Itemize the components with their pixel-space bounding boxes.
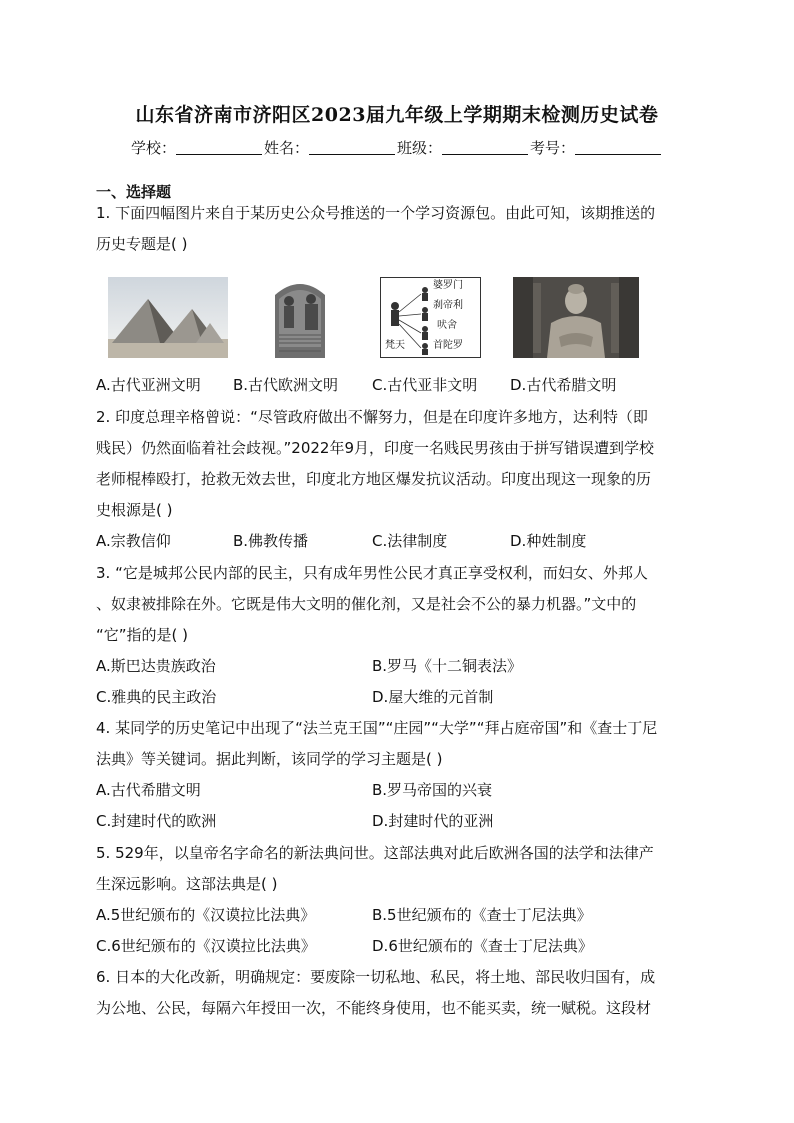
q3-option-a[interactable]: A.斯巴达贵族政治 [96,657,216,675]
page-title: 山东省济南市济阳区2023届九年级上学期期末检测历史试卷 [135,104,659,126]
name-label: 姓名： [263,139,309,157]
q6-line2: 为公地、公民，每隔六年授田一次，不能终身使用，也不能买卖，统一赋税。这段材 [96,999,652,1017]
q3-line3: “它”指的是( ) [96,626,189,644]
q5-line2: 生深远影响。这部法典是( ) [96,875,278,893]
q5-option-c[interactable]: C.6世纪颁布的《汉谟拉比法典》 [96,937,316,955]
q2-line1: 2. 印度总理辛格曾说：“尽管政府做出不懈努力，但是在印度许多地方，达利特（即 [96,408,648,426]
q4-line1: 4. 某同学的历史笔记中出现了“法兰克王国”“庄园”“大学”“拜占庭帝国”和《查士丁尼 [96,719,658,737]
q2-option-d[interactable]: D.种姓制度 [510,532,587,550]
q5-option-d[interactable]: D.6世纪颁布的《查士丁尼法典》 [372,937,593,955]
class-blank[interactable] [442,140,528,155]
q3-option-c[interactable]: C.雅典的民主政治 [96,688,217,706]
exam-no-blank[interactable] [575,140,661,155]
q4-option-a[interactable]: A.古代希腊文明 [96,781,201,799]
q2-option-b[interactable]: B.佛教传播 [233,532,309,550]
section-heading: 一、选择题 [96,183,172,201]
buddha-statue-image [513,277,639,358]
caste-label-vaishya: 吠舍 [437,320,457,331]
q3-line2: 、奴隶被排除在外。它既是伟大文明的催化剂，又是社会不公的暴力机器。”文中的 [96,595,637,613]
q2-line3: 老师棍棒殴打，抢救无效去世，印度北方地区爆发抗议活动。印度出现这一现象的历 [96,470,652,488]
q3-option-b[interactable]: B.罗马《十二铜表法》 [372,657,523,675]
q4-line2: 法典》等关键词。据此判断，该同学的学习主题是( ) [96,750,443,768]
name-blank[interactable] [309,140,395,155]
hammurabi-stele-image [269,277,331,358]
q1-option-c[interactable]: C.古代亚非文明 [372,376,478,394]
q1-line2: 历史专题是( ) [96,235,188,253]
q2-line4: 史根源是( ) [96,501,173,519]
q4-option-b[interactable]: B.罗马帝国的兴衰 [372,781,493,799]
q4-option-c[interactable]: C.封建时代的欧洲 [96,812,217,830]
q6-line1: 6. 日本的大化改新，明确规定：要废除一切私地、私民，将土地、部民收归国有，成 [96,968,656,986]
school-blank[interactable] [176,140,262,155]
caste-label-brahmin: 婆罗门 [433,280,463,291]
q1-line1: 1. 下面四幅图片来自于某历史公众号推送的一个学习资源包。由此可知，该期推送的 [96,204,656,222]
q3-option-d[interactable]: D.屋大维的元首制 [372,688,494,706]
caste-label-kshatriya: 刹帝利 [433,300,463,311]
q4-option-d[interactable]: D.封建时代的亚洲 [372,812,494,830]
student-info-line [0,137,794,158]
class-label: 班级： [397,139,443,157]
exam-no-label: 考号： [530,139,576,157]
pyramids-image [108,277,228,358]
q1-option-b[interactable]: B.古代欧洲文明 [233,376,339,394]
q2-option-a[interactable]: A.宗教信仰 [96,532,171,550]
school-label: 学校： [130,139,176,157]
q5-line1: 5. 529年，以皇帝名字命名的新法典问世。这部法典对此后欧洲各国的法学和法律产 [96,844,654,862]
q2-line2: 贱民）仍然面临着社会歧视。”2022年9月，印度一名贱民男孩由于拼写错误遭到学校 [96,439,654,457]
q5-option-a[interactable]: A.5世纪颁布的《汉谟拉比法典》 [96,906,316,924]
caste-system-diagram [380,277,481,358]
q3-line1: 3. “它是城邦公民内部的民主，只有成年男性公民才真正享受权利，而妇女、外邦人 [96,564,648,582]
q1-option-d[interactable]: D.古代希腊文明 [510,376,617,394]
q5-option-b[interactable]: B.5世纪颁布的《查士丁尼法典》 [372,906,592,924]
q2-option-c[interactable]: C.法律制度 [372,532,448,550]
q1-option-a[interactable]: A.古代亚洲文明 [96,376,201,394]
caste-label-brahma: 梵天 [385,340,405,351]
caste-label-shudra: 首陀罗 [433,340,463,351]
